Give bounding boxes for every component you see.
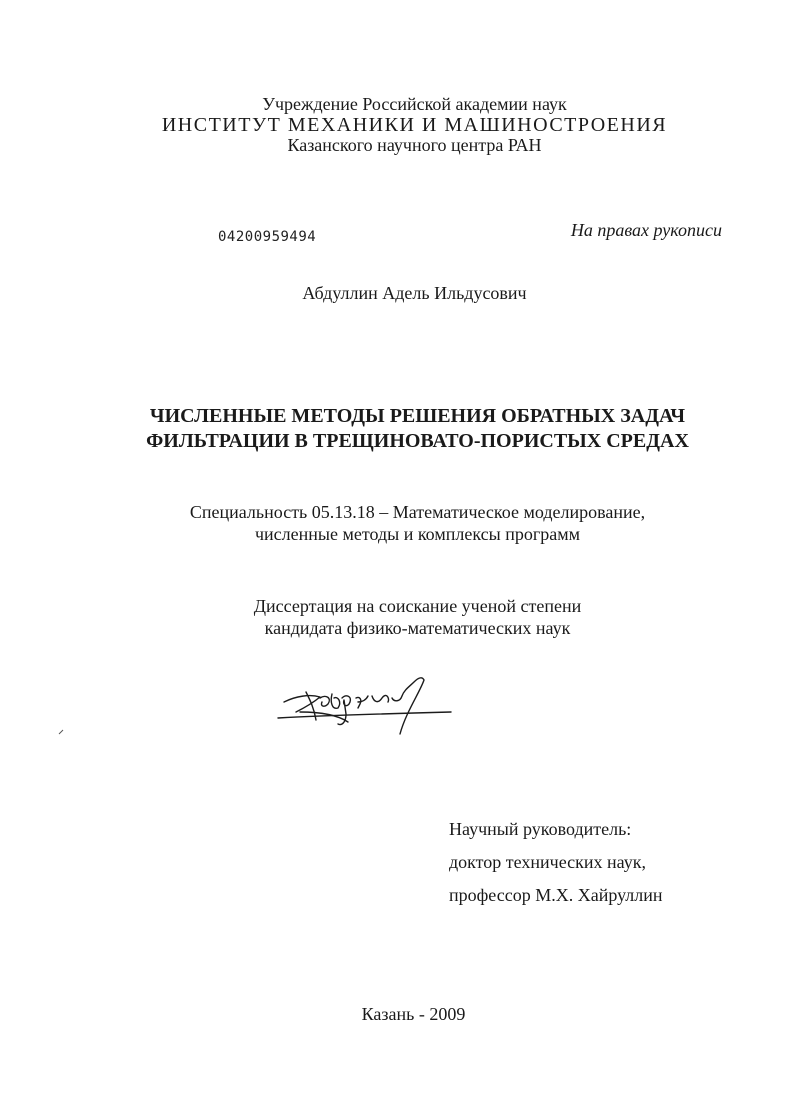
degree-line-1: Диссертация на соискание ученой степени <box>253 596 582 616</box>
supervisor-degree: доктор технических наук, <box>449 852 646 872</box>
supervisor-label: Научный руководитель: <box>449 819 632 839</box>
dissertation-title <box>18 404 799 454</box>
rights-note: На правах рукописи <box>570 220 722 240</box>
specialty-block <box>18 501 799 545</box>
document-number: 04200959494 <box>218 229 317 245</box>
author-name: Абдуллин Адель Ильдусович <box>302 283 527 303</box>
dissertation-degree-block <box>18 595 799 639</box>
author-signature <box>276 672 456 747</box>
supervisor-block <box>449 813 663 912</box>
scan-speck <box>58 728 66 736</box>
title-line-2: ФИЛЬТРАЦИИ В ТРЕЩИНОВАТО-ПОРИСТЫХ СРЕДАХ <box>146 430 689 452</box>
title-line-1: ЧИСЛЕННЫЕ МЕТОДЫ РЕШЕНИЯ ОБРАТНЫХ ЗАДАЧ <box>149 405 686 427</box>
institution-name: ИНСТИТУТ МЕХАНИКИ И МАШИНОСТРОЕНИЯ <box>161 114 668 136</box>
city-year: Казань - 2009 <box>361 1004 466 1024</box>
institution-bottom-line: Казанского научного центра РАН <box>287 135 542 155</box>
degree-line-2: кандидата физико-математических наук <box>264 618 571 638</box>
specialty-line-1: Специальность 05.13.18 – Математическое моделирование, <box>189 502 646 522</box>
specialty-line-2: численные методы и комплексы программ <box>254 524 581 544</box>
institution-top-line: Учреждение Российской академии наук <box>262 94 567 114</box>
supervisor-name: профессор М.Х. Хайруллин <box>449 885 663 905</box>
